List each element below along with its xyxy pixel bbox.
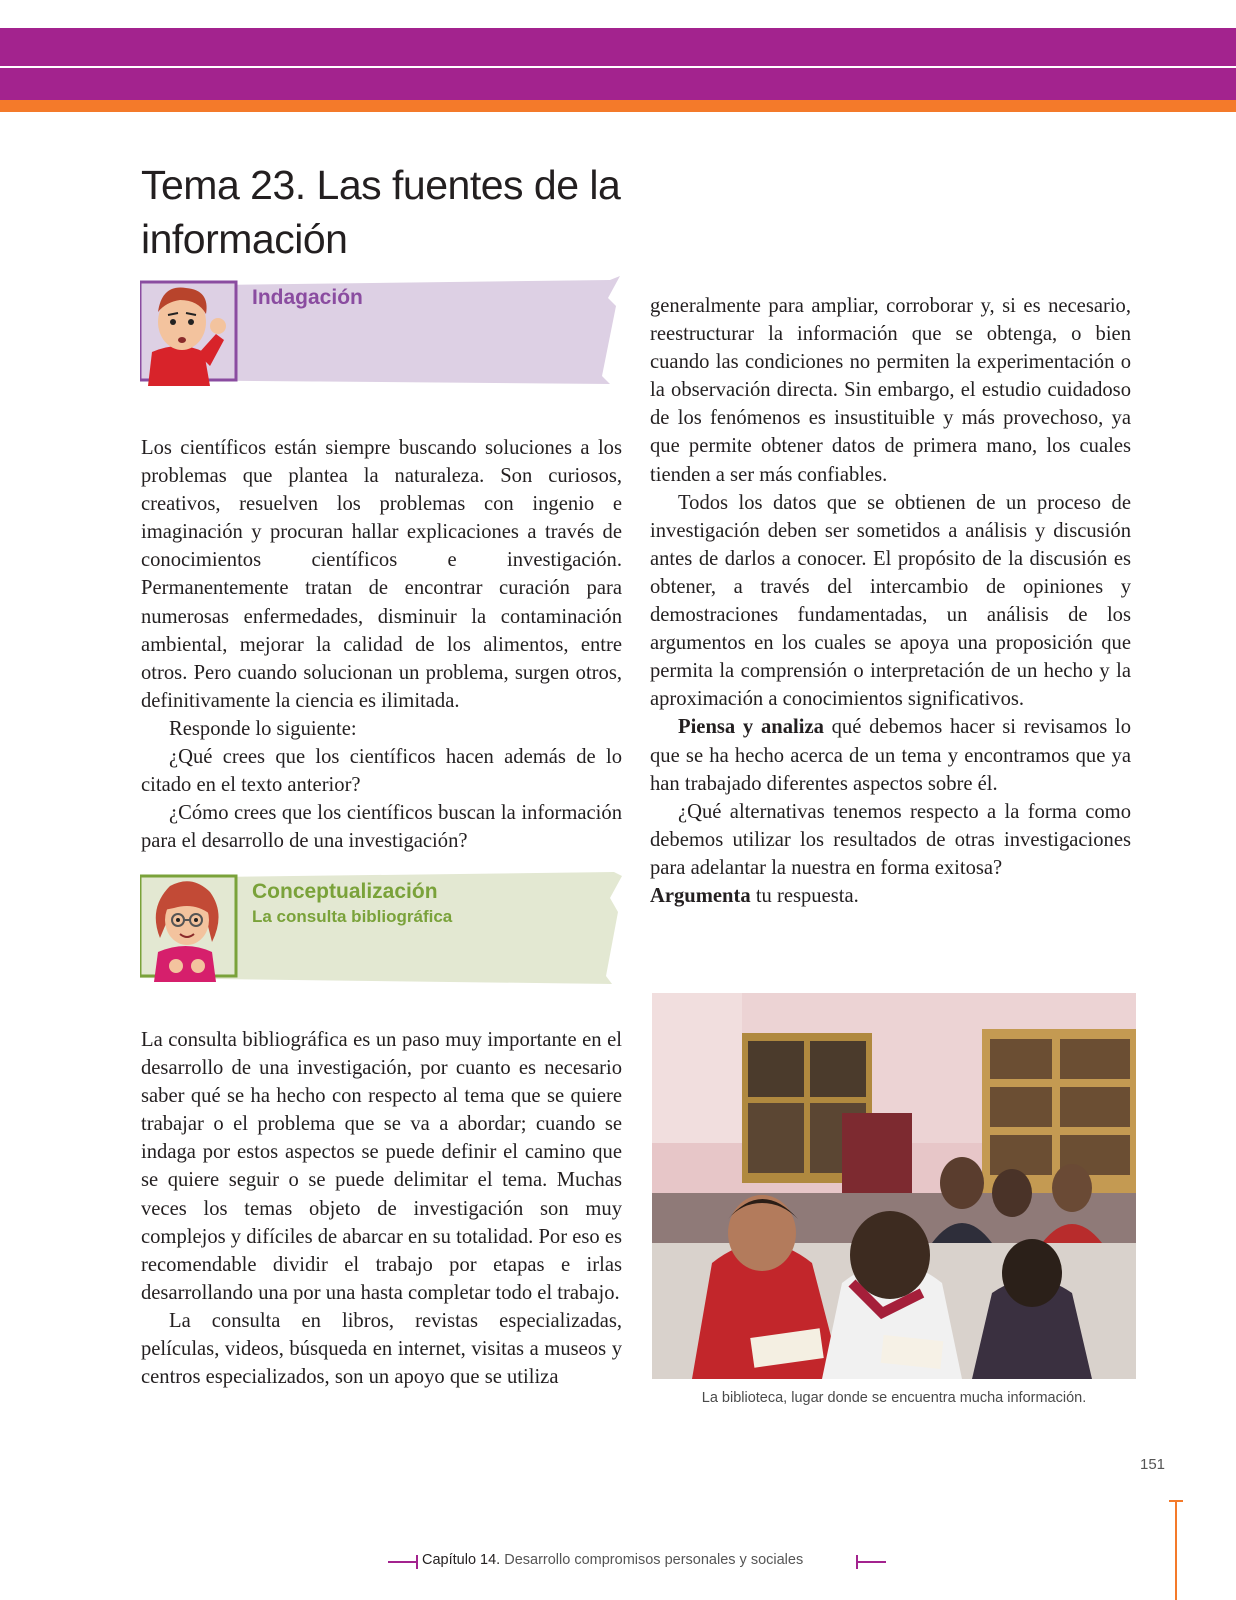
library-photo	[652, 993, 1136, 1379]
emphasis-text: Piensa y analiza	[678, 716, 824, 739]
body-right-text	[650, 292, 1131, 910]
header-divider	[0, 66, 1236, 68]
conceptualizacion-label: Conceptualización	[252, 880, 438, 903]
indagacion-label: Indagación	[252, 286, 363, 309]
body-paragraph: Todos los datos que se obtienen de un proceso de investigación deben ser sometidos a análisis y discusión antes de darlos a conocer. El propósito de la discusión es obtener, a través del intercambio de opiniones y demostraciones fundamentadas, un análisis de los argumentos en los cuales se apoya una proposición que permita la comprensión o interpretación de un hecho y la aproximación a conocimientos significativos.	[650, 491, 1131, 711]
intro-question-2: ¿Cómo crees que los científicos buscan la información para el desarrollo de una investigación?	[141, 802, 622, 853]
student-girl-icon	[140, 878, 240, 982]
student-thinking-icon	[140, 282, 240, 386]
body-text: tu respuesta.	[750, 884, 859, 907]
footer-chapter	[422, 1552, 803, 1568]
conceptualizacion-box	[140, 872, 623, 984]
page-number: 151	[1140, 1456, 1166, 1473]
chapter-title: Desarrollo compromisos personales y sociales	[500, 1552, 804, 1568]
header-band	[0, 28, 1236, 100]
indagacion-box	[140, 276, 623, 386]
body-paragraph: generalmente para ampliar, corroborar y, si es necesario, reestructurar la información que se obtenga, o bien cuando las condiciones no permiten la experimentación o la observación directa. Sin embargo, el estudio cuidadoso de los fenómenos es insustituible y más provechoso, ya que permite obtener datos de primera mano, los cuales tienden a ser más confiables.	[650, 295, 1131, 486]
body-paragraph: La consulta bibliográfica es un paso muy importante en el desarrollo de una investigación, por cuanto es necesario saber qué se ha hecho con respecto al tema que se quiere trabajar o el problema que se va a abordar; cuando se indaga por estos aspectos se puede definir el camino que se quiere seguir o se puede delimitar el tema. Muchas veces los temas objeto de investigación son muy complejos y difíciles de abarcar en su totalidad. Por eso es recomendable dividir el trabajo por etapas e irlas desarrollando una por una hasta completar todo el trabajo.	[141, 1029, 622, 1304]
intro-text	[141, 434, 622, 855]
intro-instruction: Responde lo siguiente:	[169, 717, 357, 740]
body-paragraph	[650, 882, 1131, 910]
body-paragraph: ¿Qué alternativas tenemos respecto a la forma como debemos utilizar los resultados de otras investigaciones para adelantar la nuestra en forma exitosa?	[650, 800, 1131, 879]
page-number-line	[1175, 1500, 1177, 1600]
header-accent-band	[0, 100, 1236, 112]
page-title: Tema 23. Las fuentes de la información	[141, 162, 621, 262]
emphasis-text: Argumenta	[650, 884, 751, 907]
body-paragraph	[650, 713, 1131, 797]
conceptualizacion-sublabel: La consulta bibliográfica	[252, 907, 453, 926]
body-paragraph: La consulta en libros, revistas especializadas, películas, videos, búsqueda en internet, visitas a museos y centros especializados, son un apoyo que se utiliza	[141, 1309, 622, 1389]
body-left-text	[141, 1026, 622, 1391]
footer-rule-left	[388, 1561, 418, 1563]
footer-rule-cap	[416, 1555, 418, 1569]
footer-rule-right	[856, 1561, 886, 1563]
intro-question-1: ¿Qué crees que los científicos hacen además de lo citado en el texto anterior?	[141, 746, 622, 797]
photo-caption: La biblioteca, lugar donde se encuentra mucha información.	[701, 1390, 1087, 1406]
footer	[388, 1550, 888, 1574]
chapter-number: Capítulo 14.	[422, 1552, 501, 1568]
body-text: qué debemos hacer si revisamos lo que se ha hecho acerca de un tema y encontramos que ya han trabajado diferentes aspectos sobre él.	[650, 716, 1131, 795]
intro-paragraph: Los científicos están siempre buscando soluciones a los problemas que plantea la naturaleza. Son curiosos, creativos, resuelven los problemas con ingenio e imaginación y procuran hallar explicaciones a través de conocimientos científicos e investigación. Permanentemente tratan de encontrar curación para numerosas enfermedades, disminuir la contaminación ambiental, mejorar la calidad de los alimentos, entre otros. Pero cuando solucionan un problema, surgen otros, definitivamente la ciencia es ilimitada.	[141, 437, 622, 712]
